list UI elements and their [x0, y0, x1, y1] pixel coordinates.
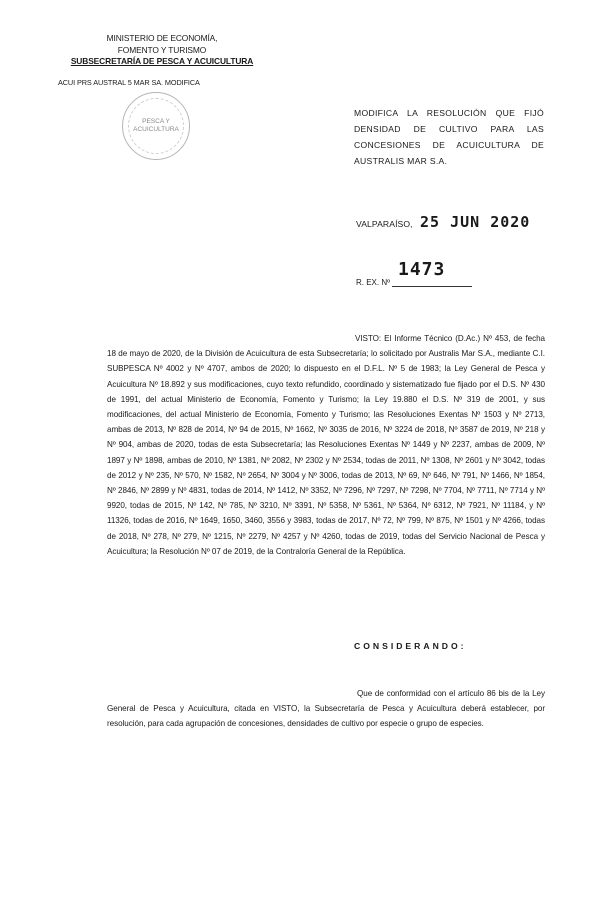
ministry-name: MINISTERIO DE ECONOMÍA, — [106, 33, 218, 43]
resolution-subject: MODIFICA LA RESOLUCIÓN QUE FIJÓ DENSIDAD DE CULTIVO PARA LAS CONCESIONES DE ACUICULTURA DE AUSTRALIS MAR S.A. — [354, 108, 544, 166]
resolution-number: 1473 — [398, 259, 446, 280]
date-stamp: 25 JUN 2020 — [420, 213, 531, 231]
issuer-header — [62, 33, 262, 68]
ministry-subtitle: FOMENTO Y TURISMO — [117, 44, 207, 55]
city-label: VALPARAÍSO, — [356, 219, 413, 229]
considerando-heading: CONSIDERANDO: — [354, 641, 467, 651]
considerando-paragraph: Que de conformidad con el artículo 86 bis de la Ley General de Pesca y Acuicultura, citada en VISTO, la Subsecretaría de Pesca y Acuicultura deberá establecer, por resolución, para cada agrupación de concesiones, densidades de cultivo por especie o grupo de especies. — [107, 689, 545, 729]
official-seal — [122, 92, 190, 160]
seal-label: PESCA Y ACUICULTURA — [133, 118, 179, 133]
undersecretariat-name: SUBSECRETARÍA DE PESCA Y ACUICULTURA — [70, 56, 254, 66]
file-reference: ACUI PRS AUSTRAL 5 MAR SA. MODIFICA — [58, 78, 200, 87]
visto-paragraph: VISTO: El Informe Técnico (D.Ac.) Nº 453, de fecha 18 de mayo de 2020, de la División de Acuicultura de esta Subsecretaría; lo solicitado por Australis Mar S.A., mediante C.I. SUBPESCA Nº 4002 y Nº 4707, ambos de 2020; lo dispuesto en el D.F.L. Nº 5 de 1983; la Ley General de Pesca y Acuicultura Nº 18.892 y sus modificaciones, cuyo texto refundido, coordinado y sistematizado fue fijado por el D.S. Nº 430 de 1991, del actual Ministerio de Economía, Fomento y Turismo; la Ley 19.880 el D.S. Nº 319 de 2001, y sus modificaciones, del actual Ministerio de Economía, Fomento y Turismo; las Resoluciones Exentas Nº 1503 y Nº 2713, ambas de 2013, Nº 828 de 2014, Nº 94 de 2015, Nº 1662, Nº 3035 de 2016, Nº 3224 de 2018, Nº 3587 de 2019, Nº 218 y Nº 904, ambas de 2020, todas de esta Subsecretaría; las Resoluciones Exentas Nº 1449 y Nº 2237, ambas de 2009, Nº 1897 y Nº 1898, ambas de 2010, Nº 1381, Nº 2082, Nº 2302 y Nº 2534, todas de 2011, Nº 1308, Nº 2601 y Nº 3042, todas de 2012 y Nº 235, Nº 570, Nº 1582, Nº 2654, Nº 3004 y Nº 3006, todas de 2013, Nº 69, Nº 646, Nº 791, Nº 1466, Nº 1854, Nº 2846, Nº 2899 y Nº 4831, todas de 2014, Nº 1412, Nº 3352, Nº 7296, Nº 7297, Nº 7298, Nº 7704, Nº 7711, Nº 7714 y Nº 9920, todas de 2015, Nº 142, Nº 785, Nº 3210, Nº 3391, Nº 5358, Nº 5361, Nº 5364, Nº 6312, Nº 7921, Nº 11184, y Nº 11326, todas de 2016, Nº 1649, 1650, 3460, 3556 y 3983, todas de 2017, Nº 72, Nº 799, Nº 875, Nº 1501 y Nº 4266, todas de 2018, Nº 278, Nº 279, Nº 1215, Nº 2279, Nº 4257 y Nº 4260, todas de 2019, todas del Servicio Nacional de Pesca y Acuicultura; la Resolución Nº 07 de 2019, de la Contraloría General de la República. — [107, 334, 545, 556]
resolution-label: R. EX. Nº — [356, 278, 391, 287]
